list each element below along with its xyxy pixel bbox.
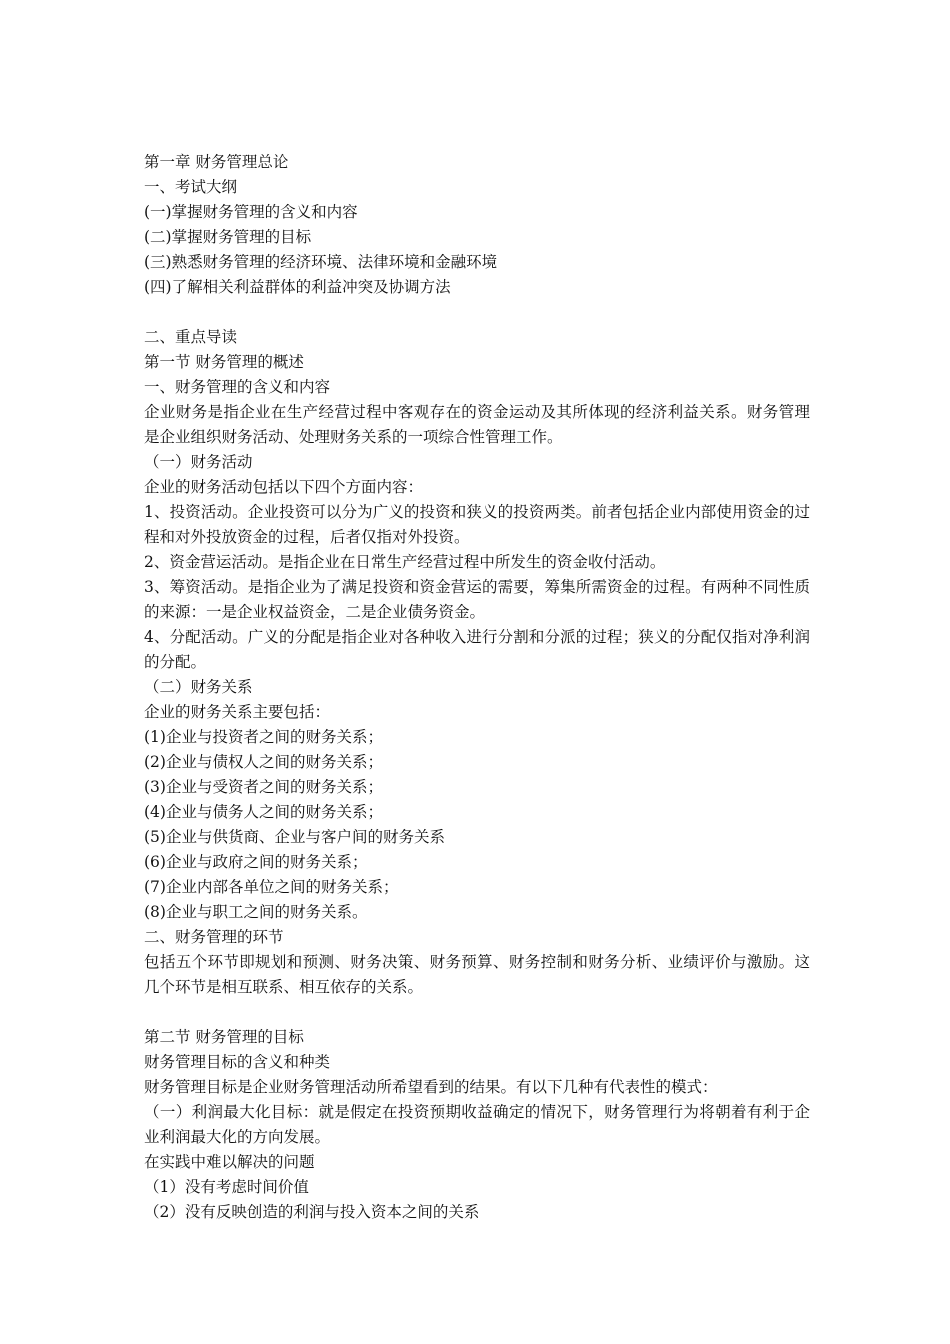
section-title: 第一节 财务管理的概述 xyxy=(144,353,304,371)
list-item: (7)企业内部各单位之间的财务关系； xyxy=(144,878,399,896)
subsection-heading: 财务管理目标的含义和种类 xyxy=(144,1053,331,1071)
list-item: (3)企业与受资者之间的财务关系； xyxy=(144,778,383,796)
list-item: (2)企业与债权人之间的财务关系； xyxy=(144,753,383,771)
list-item: (1)企业与投资者之间的财务关系； xyxy=(144,728,383,746)
paragraph: 企业的财务关系主要包括： xyxy=(144,703,331,721)
subsection-heading: 二、财务管理的环节 xyxy=(144,928,284,946)
outline-heading: 一、考试大纲 xyxy=(144,178,238,196)
subsection-heading: （一）财务活动 xyxy=(144,453,253,471)
list-item: 2、资金营运活动。是指企业在日常生产经营过程中所发生的资金收付活动。 xyxy=(144,553,666,571)
list-item: (4)企业与债务人之间的财务关系； xyxy=(144,803,383,821)
list-item: （1）没有考虑时间价值 xyxy=(144,1178,309,1196)
paragraph: 包括五个环节即规划和预测、财务决策、财务预算、财务控制和财务分析、业绩评价与激励。这几个环节是相互联系、相互依存的关系。 xyxy=(144,953,810,996)
paragraph: 企业财务是指企业在生产经营过程中客观存在的资金运动及其所体现的经济利益关系。财务管理是企业组织财务活动、处理财务关系的一项综合性管理工作。 xyxy=(144,403,810,446)
list-item: (6)企业与政府之间的财务关系； xyxy=(144,853,368,871)
outline-item: (三)熟悉财务管理的经济环境、法律环境和金融环境 xyxy=(144,253,498,271)
blank-line xyxy=(144,1000,810,1025)
list-item: 1、投资活动。企业投资可以分为广义的投资和狭义的投资两类。前者包括企业内部使用资金的过程和对外投放资金的过程，后者仅指对外投资。 xyxy=(144,503,810,546)
blank-line xyxy=(144,300,810,325)
paragraph: 企业的财务活动包括以下四个方面内容： xyxy=(144,478,424,496)
paragraph: （一）利润最大化目标：就是假定在投资预期收益确定的情况下，财务管理行为将朝着有利于企业利润最大化的方向发展。 xyxy=(144,1103,810,1146)
subsection-heading: 在实践中难以解决的问题 xyxy=(144,1153,315,1171)
list-item: 3、筹资活动。是指企业为了满足投资和资金营运的需要，筹集所需资金的过程。有两种不同性质的来源：一是企业权益资金，二是企业债务资金。 xyxy=(144,578,810,621)
outline-item: (四)了解相关利益群体的利益冲突及协调方法 xyxy=(144,278,451,296)
outline-item: (一)掌握财务管理的含义和内容 xyxy=(144,203,358,221)
paragraph: 财务管理目标是企业财务管理活动所希望看到的结果。有以下几种有代表性的模式： xyxy=(144,1078,718,1096)
list-item: 4、分配活动。广义的分配是指企业对各种收入进行分割和分派的过程；狭义的分配仅指对净利润的分配。 xyxy=(144,628,810,671)
subsection-heading: 一、财务管理的含义和内容 xyxy=(144,378,331,396)
subsection-heading: （二）财务关系 xyxy=(144,678,253,696)
section-title: 第二节 财务管理的目标 xyxy=(144,1028,304,1046)
list-item: (8)企业与职工之间的财务关系。 xyxy=(144,903,368,921)
list-item: （2）没有反映创造的利润与投入资本之间的关系 xyxy=(144,1203,480,1221)
chapter-title: 第一章 财务管理总论 xyxy=(144,153,289,171)
guide-heading: 二、重点导读 xyxy=(144,328,238,346)
outline-item: (二)掌握财务管理的目标 xyxy=(144,228,312,246)
list-item: (5)企业与供货商、企业与客户间的财务关系 xyxy=(144,828,445,846)
document-body xyxy=(144,150,810,1225)
